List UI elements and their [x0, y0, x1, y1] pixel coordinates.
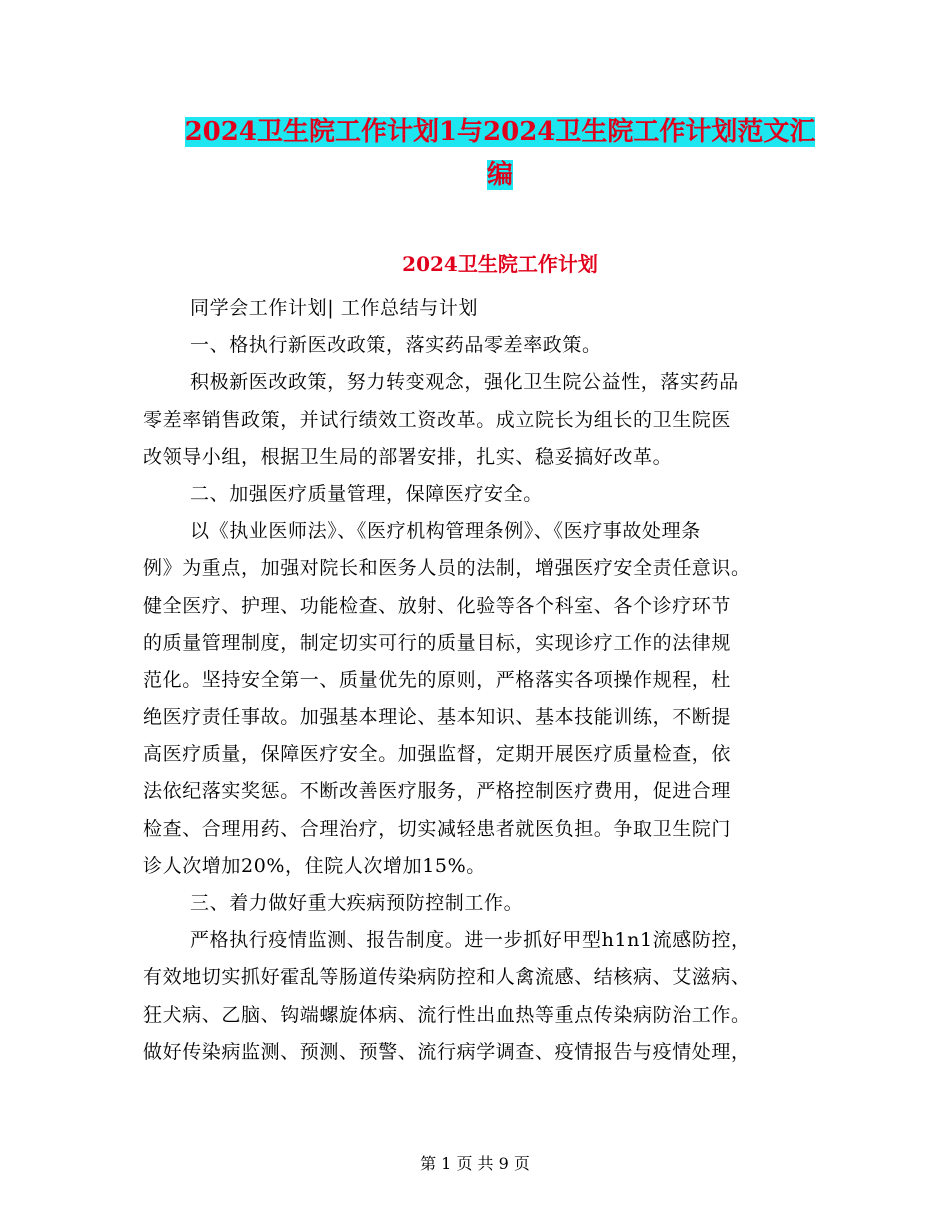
paragraph-line: 严格执行疫情监测、报告制度。进一步抓好甲型h1n1流感防控，: [190, 929, 751, 952]
document-body: [143, 290, 805, 1071]
paragraph-line: 改领导小组，根据卫生局的部署安排，扎实、稳妥搞好改革。: [143, 445, 673, 468]
heading-2: 二、加强医疗质量管理，保障医疗安全。: [190, 482, 543, 505]
paragraph-line: 诊人次增加20%，住院人次增加15%。: [143, 854, 486, 877]
heading-1: 一、格执行新医改政策，落实药品零差率政策。: [190, 334, 602, 357]
paragraph-line: 例》为重点，加强对院长和医务人员的法制，增强医疗安全责任意识。: [143, 557, 751, 580]
paragraph-line: 狂犬病、乙脑、钩端螺旋体病、流行性出血热等重点传染病防治工作。: [143, 1003, 751, 1026]
heading-3: 三、着力做好重大疾病预防控制工作。: [190, 892, 524, 914]
paragraph-line: 绝医疗责任事故。加强基本理论、基本知识、基本技能训练，不断提: [143, 706, 732, 729]
paragraph-line: 高医疗质量，保障医疗安全。加强监督，定期开展医疗质量检查，依: [143, 743, 732, 766]
paragraph-line: 检查、合理用药、合理治疗，切实减轻患者就医负担。争取卫生院门: [143, 817, 732, 840]
paragraph-line: 积极新医改政策，努力转变观念，强化卫生院公益性，落实药品: [190, 371, 739, 394]
page-footer: 第 1 页 共 9 页: [420, 1154, 530, 1173]
subtitle-line: 同学会工作计划| 工作总结与计划: [190, 297, 479, 319]
paragraph-line: 法依纪落实奖惩。不断改善医疗服务，严格控制医疗费用，促进合理: [143, 780, 732, 803]
document-title-line-1: 2024卫生院工作计划1与2024卫生院工作计划范文汇: [184, 117, 816, 147]
document-title-line-2: 编: [486, 160, 513, 190]
paragraph-line: 以《执业医师法》、《医疗机构管理条例》、《医疗事故处理条: [190, 520, 701, 543]
paragraph-line: 的质量管理制度，制定切实可行的质量目标，实现诊疗工作的法律规: [143, 631, 732, 654]
paragraph-line: 有效地切实抓好霍乱等肠道传染病防控和人禽流感、结核病、艾滋病、: [143, 966, 751, 989]
section-title: 2024卫生院工作计划: [402, 252, 598, 276]
paragraph-line: 零差率销售政策，并试行绩效工资改革。成立院长为组长的卫生院医: [143, 408, 732, 431]
paragraph-line: 健全医疗、护理、功能检查、放射、化验等各个科室、各个诊疗环节: [143, 594, 732, 617]
paragraph-line: 做好传染病监测、预测、预警、流行病学调查、疫情报告与疫情处理，: [143, 1040, 751, 1063]
paragraph-line: 范化。坚持安全第一、质量优先的原则，严格落实各项操作规程，杜: [143, 668, 732, 691]
